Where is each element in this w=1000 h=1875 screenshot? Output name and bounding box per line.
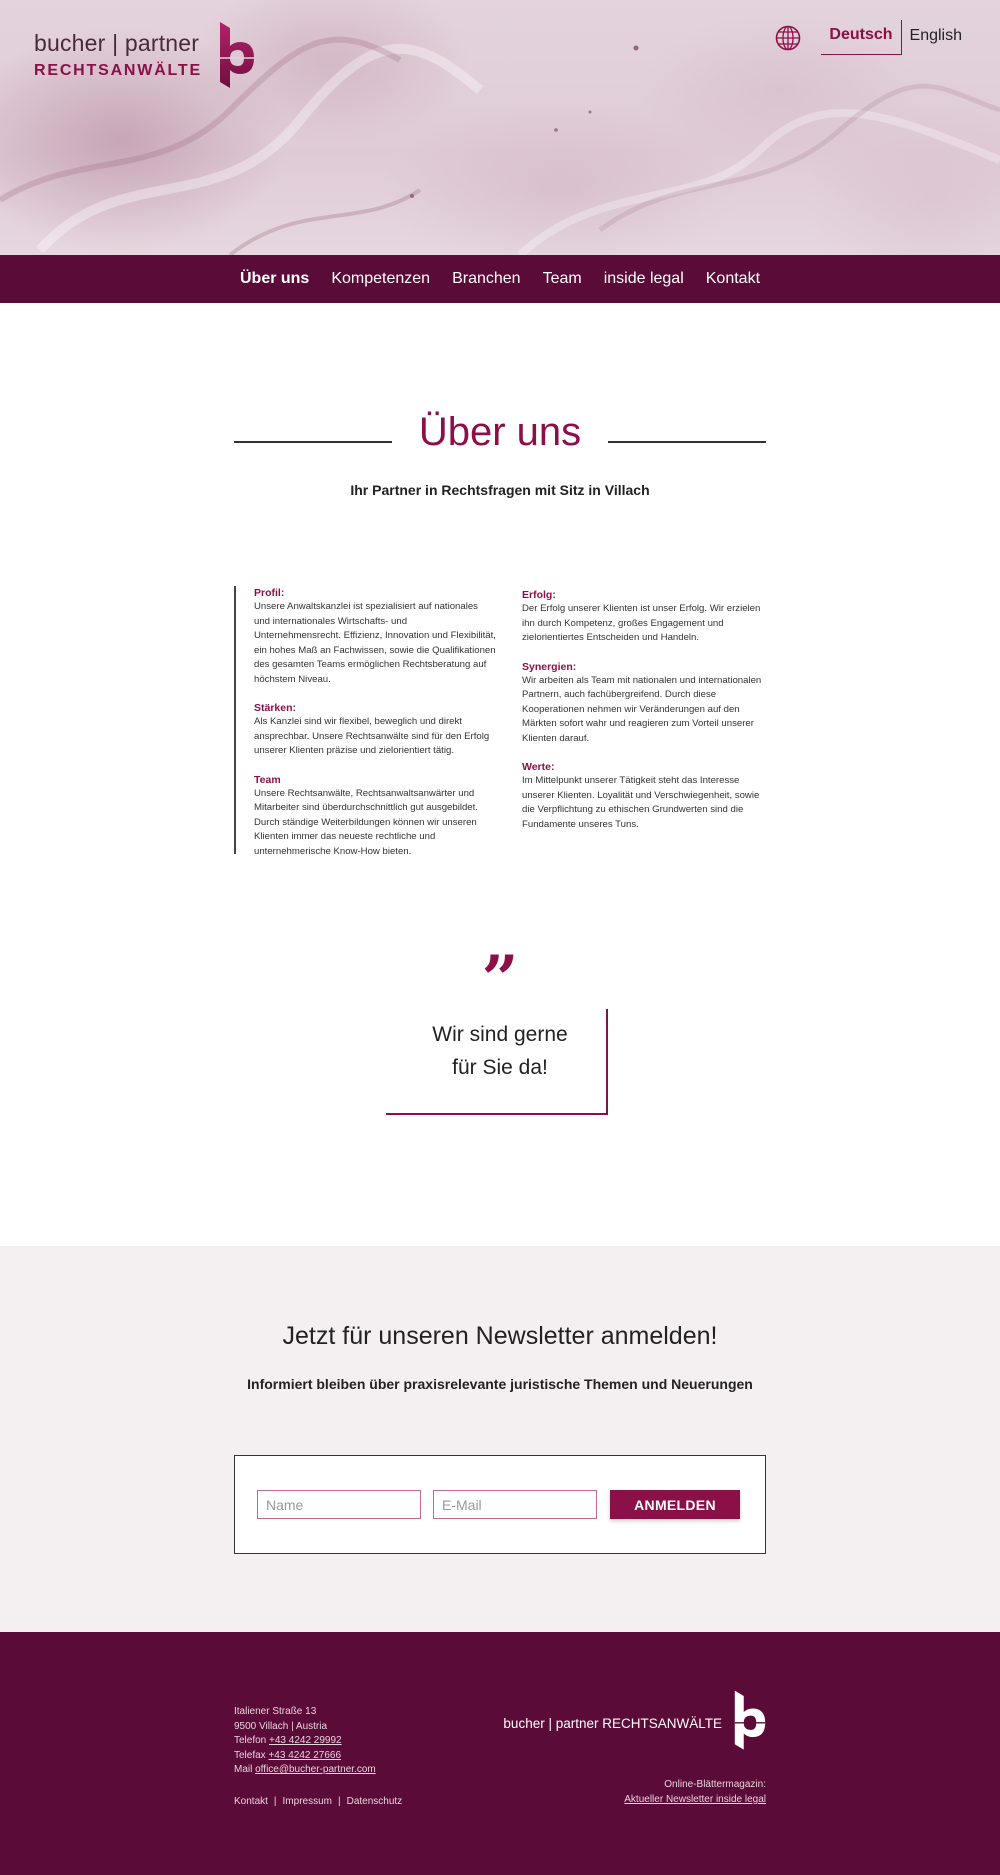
block-text: Als Kanzlei sind wir flexibel, beweglich und direkt ansprechbar. Unsere Rechtsanwälte sind für den Erfolg unserer Klienten präzise und zielorientiert tätig. [254,716,490,756]
name-input[interactable] [257,1490,421,1519]
newsletter-title: Jetzt für unseren Newsletter anmelden! [282,1322,718,1350]
address-street: Italiener Straße 13 [234,1706,317,1717]
footer-link-impressum[interactable]: Impressum [282,1796,332,1807]
brand-wordmark[interactable] [34,30,202,80]
title-divider-right [608,441,766,443]
footer-link-kontakt[interactable]: Kontakt [234,1796,268,1807]
section-subtitle: Ihr Partner in Rechtsfragen mit Sitz in Villach [350,482,650,498]
block-text: Wir arbeiten als Team mit nationalen und internationalen Partnern, auch fachübergreifend. Durch diese Kooperationen nehmen wir Veränderungen auf den Märkten sofort wahr und reagieren zum Vorteil unserer Klienten darauf. [522,674,762,744]
block-heading: Erfolg: [522,589,556,601]
mail-label: Mail [234,1764,253,1775]
quote-line-2: für Sie da! [452,1056,548,1079]
lang-deutsch[interactable]: Deutsch [821,20,901,55]
footer-address [234,1705,376,1778]
newsletter-subtitle: Informiert bleiben über praxisrelevante juristische Themen und Neuerungen [247,1376,753,1392]
about-block-staerken [254,701,496,759]
about-block-erfolg [522,588,772,646]
brand-tagline: RECHTSANWÄLTE [34,62,202,79]
about-block-profil [254,586,496,687]
nav-item-kontakt[interactable]: Kontakt [705,270,761,287]
address-city: 9500 Villach | Austria [234,1720,328,1732]
address-phone-row [234,1734,376,1749]
address-fax-row [234,1749,376,1764]
nav-item-branchen[interactable]: Branchen [452,270,521,287]
section-title-row [234,410,766,466]
footer-link-datenschutz[interactable]: Datenschutz [346,1796,403,1807]
hero-banner [0,0,1000,255]
nav-item-kompetenzen[interactable]: Kompetenzen [331,270,431,287]
block-heading: Synergien: [522,660,577,673]
phone-label: Telefon [234,1735,267,1746]
footer-separator: | [337,1796,341,1807]
footer-brand: bucher | partner RECHTSANWÄLTE [503,1716,722,1731]
block-text: Unsere Anwaltskanzlei ist spezialisiert auf nationales und internationales Wirtschafts- und Unternehmensrecht. Effizienz, Innovation und Flexibilität, ein hohes Maß an Fachwissen, sowie die Qualifikationen des gesamten Teams ermöglichen Rechtsberatung auf höchstem Niveau. [254,601,496,685]
block-heading: Profil: [254,587,285,599]
fax-link[interactable]: +43 4242 27666 [268,1749,342,1761]
block-text: Im Mittelpunkt unserer Tätigkeit steht das Interesse unserer Klienten. Loyalität und Verschwiegenheit, sowie die Verpflichtung zu ethischen Grundwerten sind die Fundamente unseres Tuns. [522,775,760,830]
about-column-left [234,586,496,857]
block-heading: Werte: [522,761,555,773]
magazine-link[interactable]: Aktueller Newsletter inside legal [624,1794,766,1805]
lang-english[interactable]: English [909,26,962,44]
about-block-werte [522,760,772,832]
newsletter-section [0,1246,1000,1632]
quote-mark-icon: ” [481,942,519,1017]
bp-logo-icon[interactable] [218,22,256,90]
mail-link[interactable]: office@bucher-partner.com [255,1764,376,1775]
magazine-label: Online-Blättermagazin: [664,1779,766,1790]
nav-item-team[interactable]: Team [542,270,582,287]
main-nav [0,255,1000,303]
block-text: Unsere Rechtsanwälte, Rechtsanwaltsanwärter und Mitarbeiter sind überdurchschnittlich gut ausgebildet. Durch ständige Weiterbildungen können wir unseren Klienten immer das neueste rechtliche und unternehmerische Know-How bieten. [254,787,478,857]
phone-link[interactable]: +43 4242 29992 [269,1735,342,1746]
about-columns [234,586,766,857]
quote-line-1: Wir sind gerne [432,1023,568,1046]
footer-links [234,1796,402,1807]
language-switcher [775,20,970,55]
nav-item-ueber-uns[interactable]: Über uns [239,270,310,287]
email-input[interactable] [433,1490,597,1519]
block-heading: Team [254,773,281,786]
footer-separator: | [273,1796,277,1807]
globe-icon [775,25,801,51]
quote-text [386,1018,614,1084]
brand-name: bucher | partner [34,30,200,56]
subscribe-button[interactable]: ANMELDEN [610,1490,740,1519]
site-footer [0,1632,1000,1875]
section-title: Über uns [418,410,582,454]
about-block-team [254,773,496,860]
footer-bp-logo-icon[interactable] [733,1689,767,1753]
about-block-synergien [522,660,772,747]
nav-item-inside-legal[interactable]: inside legal [603,270,684,287]
footer-magazine [624,1777,766,1807]
block-text: Der Erfolg unserer Klienten ist unser Erfolg. Wir erzielen ihn durch Kompetenz, großes Engagement und zielorientiertes Entscheiden und Handeln. [522,603,761,643]
address-mail-row [234,1763,376,1778]
block-heading: Stärken: [254,702,297,714]
fax-label: Telefax [234,1749,266,1761]
about-column-right [522,588,772,846]
newsletter-form [234,1455,766,1554]
